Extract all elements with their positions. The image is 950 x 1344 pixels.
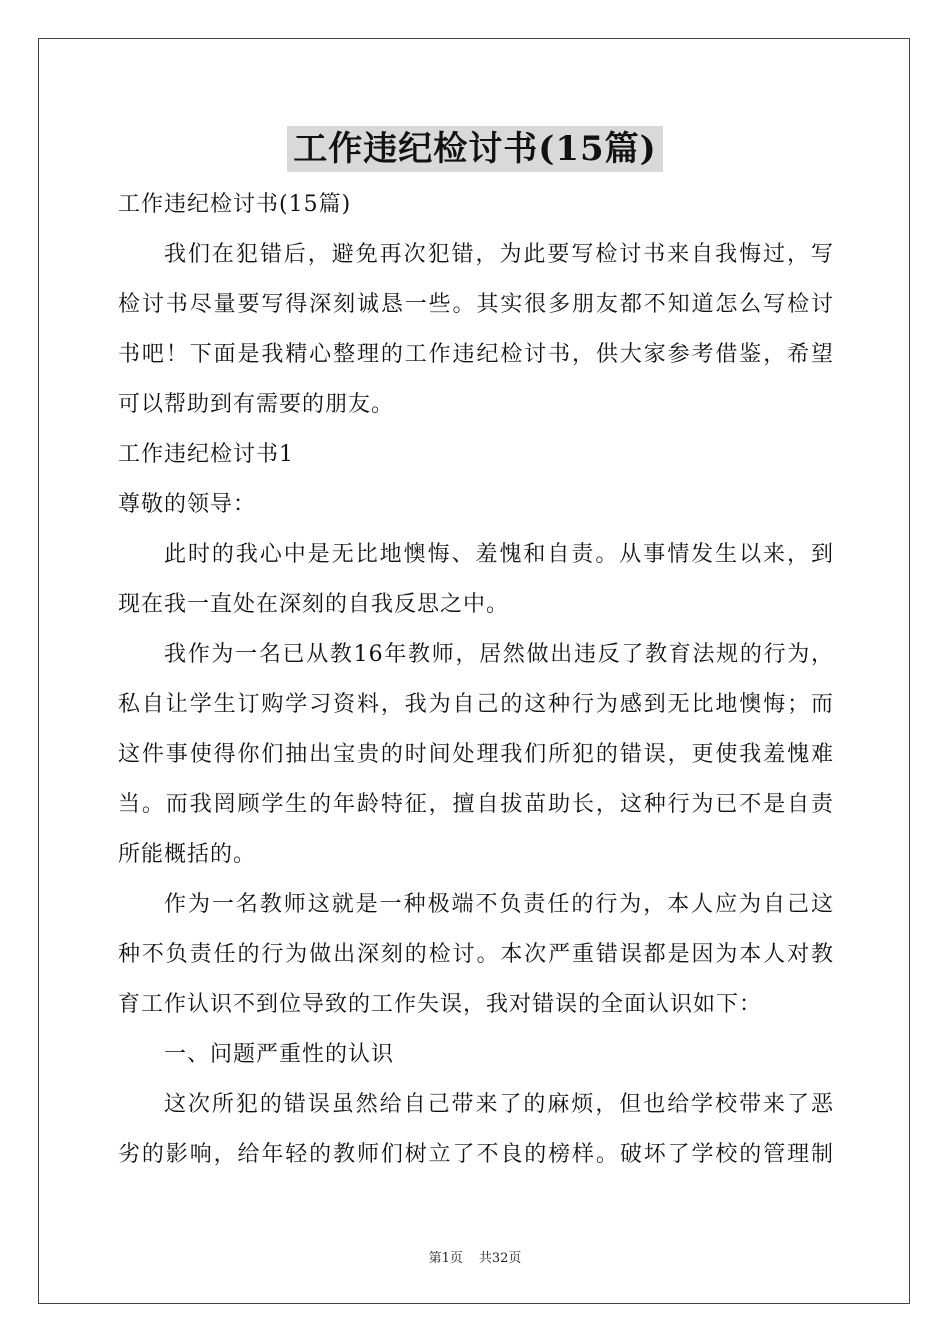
page-footer — [0, 1247, 950, 1266]
text-line: 工作违纪检讨书(15篇) — [118, 192, 352, 217]
text-line: 检讨书尽量要写得深刻诚恳一些。其实很多朋友都不知道怎么写检讨 — [118, 292, 834, 317]
text-line: 我作为一名已从教16年教师，居然做出违反了教育法规的行为， — [164, 642, 834, 667]
text-line: 这次所犯的错误虽然给自己带来了的麻烦，但也给学校带来了恶 — [164, 1092, 834, 1117]
text-line: 可以帮助到有需要的朋友。 — [118, 392, 395, 417]
text-line: 当。而我罔顾学生的年龄特征，擅自拔苗助长，这种行为已不是自责 — [118, 792, 834, 817]
text-line: 现在我一直处在深刻的自我反思之中。 — [118, 592, 510, 617]
text-line: 育工作认识不到位导致的工作失误，我对错误的全面认识如下： — [118, 992, 763, 1017]
page-total: 共32页 — [478, 1251, 522, 1266]
page-number: 第1页 — [428, 1251, 463, 1266]
title-container — [0, 126, 950, 172]
text-line: 种不负责任的行为做出深刻的检讨。本次严重错误都是因为本人对教 — [118, 942, 834, 967]
text-line: 私自让学生订购学习资料，我为自己的这种行为感到无比地懊悔；而 — [118, 692, 834, 717]
text-line: 这件事使得你们抽出宝贵的时间处理我们所犯的错误，更使我羞愧难 — [118, 742, 834, 767]
text-line: 一、问题严重性的认识 — [164, 1042, 395, 1067]
text-line: 劣的影响，给年轻的教师们树立了不良的榜样。破坏了学校的管理制 — [118, 1142, 834, 1167]
text-line: 所能概括的。 — [118, 842, 257, 867]
text-line: 书吧！下面是我精心整理的工作违纪检讨书，供大家参考借鉴，希望 — [118, 342, 834, 367]
document-body — [118, 180, 834, 1180]
text-line: 我们在犯错后，避免再次犯错，为此要写检讨书来自我悔过，写 — [164, 242, 834, 267]
text-line: 此时的我心中是无比地懊悔、羞愧和自责。从事情发生以来，到 — [164, 542, 834, 567]
text-line: 尊敬的领导： — [118, 492, 257, 517]
text-line: 作为一名教师这就是一种极端不负责任的行为，本人应为自己这 — [164, 892, 834, 917]
text-line: 工作违纪检讨书1 — [118, 442, 294, 467]
document-title: 工作违纪检讨书(15篇) — [287, 126, 663, 172]
